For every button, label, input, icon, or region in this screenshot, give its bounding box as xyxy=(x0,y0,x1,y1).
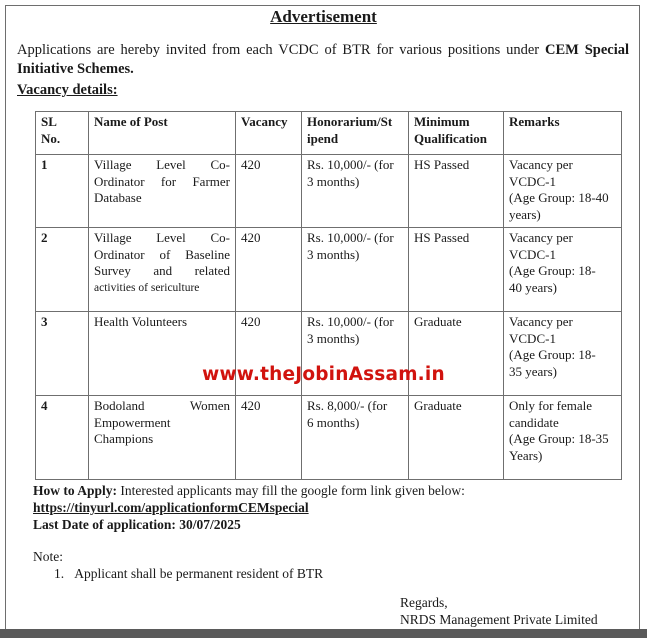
intro-paragraph xyxy=(17,41,629,79)
organization-name: NRDS Management Private Limited xyxy=(400,612,598,627)
cell-honorarium: Rs. 10,000/- (for 3 months) xyxy=(302,312,409,396)
how-to-apply-text: Interested applicants may fill the google form link given below: xyxy=(117,483,465,498)
cell-remarks: Vacancy per VCDC-1 (Age Group: 18- 40 years) xyxy=(504,228,622,312)
cell-honorarium: Rs. 8,000/- (for 6 months) xyxy=(302,396,409,480)
cell-remarks: Vacancy per VCDC-1 (Age Group: 18- 35 years) xyxy=(504,312,622,396)
how-to-apply-section xyxy=(33,482,465,533)
table-row xyxy=(36,228,622,312)
vacancy-heading: Vacancy details: xyxy=(17,82,118,98)
website-watermark: www.theJobinAssam.in xyxy=(202,364,445,385)
last-date: Last Date of application: 30/07/2025 xyxy=(33,517,241,532)
header-honorarium: Honorarium/St ipend xyxy=(302,112,409,155)
note-item-text: Applicant shall be permanent resident of BTR xyxy=(74,566,324,581)
table-row xyxy=(36,396,622,480)
advertisement-title: Advertisement xyxy=(270,7,377,26)
header-post: Name of Post xyxy=(89,112,236,155)
header-sl: SL No. xyxy=(36,112,89,155)
cell-honorarium: Rs. 10,000/- (for 3 months) xyxy=(302,228,409,312)
header-remarks: Remarks xyxy=(504,112,622,155)
note-heading: Note: xyxy=(33,549,63,564)
application-form-link[interactable]: https://tinyurl.com/applicationformCEMspecial xyxy=(33,500,309,515)
header-vacancy: Vacancy xyxy=(236,112,302,155)
cell-remarks: Vacancy per VCDC-1 (Age Group: 18-40 years) xyxy=(504,155,622,228)
how-to-apply-label: How to Apply: xyxy=(33,483,118,498)
cell-sl: 3 xyxy=(36,312,89,396)
table-row xyxy=(36,155,622,228)
cell-post: Village Level Co- Ordinator for Farmer Database xyxy=(89,155,236,228)
header-qualification: Minimum Qualification xyxy=(409,112,504,155)
cell-post: Bodoland Women Empowerment Champions xyxy=(89,396,236,480)
table-header-row xyxy=(36,112,622,155)
vacancy-table xyxy=(35,111,622,480)
cell-post: Health Volunteers xyxy=(89,312,236,396)
cell-qualification: HS Passed xyxy=(409,228,504,312)
intro-scheme-name: CEM Special Initiative Schemes. xyxy=(17,42,629,77)
cell-sl: 4 xyxy=(36,396,89,480)
cell-post: Village Level Co- Ordinator of Baseline Survey and related activities of sericulture xyxy=(89,228,236,312)
bottom-border-bar xyxy=(0,629,647,638)
cell-vacancy: 420 xyxy=(236,396,302,480)
cell-vacancy: 420 xyxy=(236,228,302,312)
cell-remarks: Only for female candidate (Age Group: 18-35 Years) xyxy=(504,396,622,480)
cell-vacancy: 420 xyxy=(236,312,302,396)
cell-honorarium: Rs. 10,000/- (for 3 months) xyxy=(302,155,409,228)
note-item xyxy=(54,566,323,582)
cell-qualification: HS Passed xyxy=(409,155,504,228)
cell-sl: 2 xyxy=(36,228,89,312)
cell-sl: 1 xyxy=(36,155,89,228)
cell-qualification: Graduate xyxy=(409,396,504,480)
intro-text: Applications are hereby invited from each VCDC of BTR for various positions under xyxy=(17,42,545,58)
regards-line: Regards, xyxy=(400,595,448,610)
note-item-number: 1. xyxy=(54,566,65,581)
cell-vacancy: 420 xyxy=(236,155,302,228)
cell-qualification: Graduate xyxy=(409,312,504,396)
regards-block xyxy=(400,594,598,628)
